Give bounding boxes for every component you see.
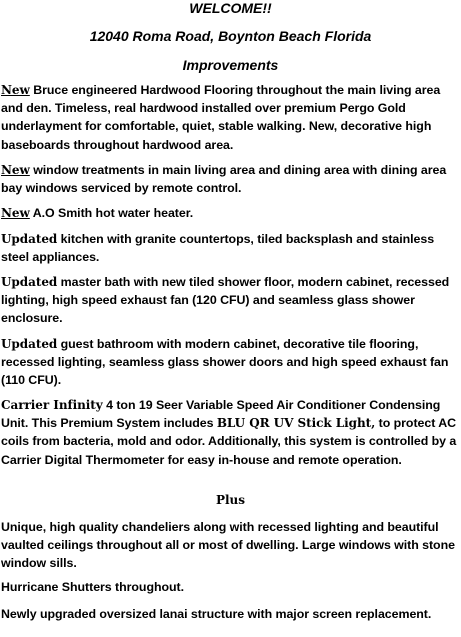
improvement-item <box>1 204 457 222</box>
plus-item: Hurricane Shutters throughout. <box>1 580 184 594</box>
item-text: Bruce engineered Hardwood Flooring throughout the main living area and den. Timeless, real hardwood installed over premium Pergo Gold underlayment for comfortable, quiet, stable walking. New, decorative high baseboards throughout hardwood area. <box>1 83 441 152</box>
item-keyword: Updated <box>1 337 58 351</box>
improvement-item <box>1 161 457 197</box>
item-keyword: New <box>1 206 30 220</box>
item-keyword: New <box>1 83 30 97</box>
improvement-item <box>1 273 457 328</box>
item-text: A.O Smith hot water heater. <box>29 206 194 220</box>
plus-item: Unique, high quality chandeliers along with recessed lighting and beautiful vaulted ceilings throughout all or most of dwelling. Large windows with stone window sills. <box>1 520 455 571</box>
improvement-item <box>1 230 457 266</box>
item-text: master bath with new tiled shower floor, modern cabinet, recessed lighting, high speed exhaust fan (120 CFU) and seamless glass shower enclosure. <box>1 275 450 326</box>
improvements-heading: Improvements <box>182 57 279 73</box>
item-text: guest bathroom with modern cabinet, decorative tile flooring, recessed lighting, seamless glass shower doors and high speed exhaust fan (110 CFU). <box>1 337 449 388</box>
address-heading: 12040 Roma Road, Boynton Beach Florida <box>89 28 372 44</box>
item-text: window treatments in main living area and dining area with dining area bay windows serviced by remote control. <box>1 163 447 196</box>
item-text: to protect AC coils from bacteria, mold and odor. Additionally, this system is controlled by a Carrier Digital Thermometer for easy in-house and remote operation. <box>1 416 457 467</box>
item-text: 4 ton 19 Seer Variable Speed Air Conditioner Condensing Unit. This Premium System includes <box>1 398 441 431</box>
item-keyword: Carrier Infinity <box>1 398 103 412</box>
item-keyword: Updated <box>1 232 58 246</box>
improvement-item <box>1 396 457 469</box>
plus-item: Newly upgraded oversized lanai structure with major screen replacement. <box>1 607 432 621</box>
plus-heading: Plus <box>215 493 246 507</box>
item-keyword: New <box>1 163 30 177</box>
improvement-item <box>1 335 457 390</box>
item-text: kitchen with granite countertops, tiled backsplash and stainless steel appliances. <box>1 232 435 265</box>
welcome-heading: WELCOME!! <box>189 0 272 16</box>
improvement-item <box>1 81 457 154</box>
item-keyword-secondary: BLU QR UV Stick Light, <box>216 416 376 431</box>
item-keyword: Updated <box>1 275 58 289</box>
